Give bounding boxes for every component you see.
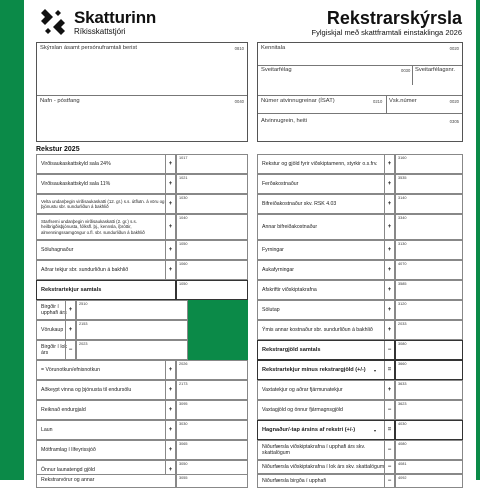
atvinnugrein-code: 0305 [449, 119, 459, 124]
amount-field[interactable] [395, 240, 463, 260]
row-label: Sölutap [262, 307, 280, 313]
field-code: 2023 [79, 342, 88, 346]
expense-row[interactable] [257, 460, 395, 474]
name-address-code: 0040 [234, 99, 244, 104]
total-income-row [36, 280, 176, 300]
amount-field[interactable] [395, 280, 463, 300]
field-code: 3065 [179, 442, 188, 446]
expense-row[interactable] [257, 214, 395, 240]
field-code: 3080 [398, 342, 407, 346]
amount-field[interactable] [395, 400, 463, 420]
row-label: Virðisaukaskattskyld sala 24% [41, 161, 111, 167]
row-label: Rekstrartekjur mínus rekstrargjöld (+/-) [262, 366, 366, 373]
row-label: = Vörunotkun/efnisnotkun [41, 367, 100, 373]
field-code: 2173 [179, 382, 188, 386]
row-label: Velta undanþegin virðisaukaskatti (12. gr.) s.s. útflutn. á vöru og þjónustu sbr. sundurliðun á bakhlið [41, 198, 165, 209]
divider [258, 65, 462, 66]
sveitarfelag-code: 0030 [401, 68, 411, 73]
row-label: Niðurfærsla viðskiptakrafna í upphafi árs skv. skattalögum [262, 444, 366, 456]
field-code: 1040 [179, 216, 188, 220]
row-sign: − [65, 341, 75, 359]
dropdown-icon[interactable]: ▾ [373, 428, 376, 433]
row-sign: − [384, 401, 394, 419]
form-title: Rekstrarskýrsla [326, 8, 462, 28]
row-sign: + [384, 241, 394, 259]
kennitala-code: 0020 [449, 46, 459, 51]
expense-row[interactable] [257, 400, 395, 420]
field-code: 1030 [179, 196, 188, 200]
field-code: 3050 [179, 462, 188, 466]
field-code: 4070 [398, 262, 407, 266]
row-sign: + [384, 381, 394, 399]
row-label: Virðisaukaskattskyld sala 11% [41, 181, 111, 187]
income-row[interactable] [36, 260, 176, 280]
row-sign: + [165, 195, 175, 213]
row-label: Reiknað endurgjald [41, 407, 86, 413]
inventory-row[interactable] [36, 300, 76, 320]
amount-field[interactable] [395, 420, 463, 440]
row-sign: + [65, 321, 75, 339]
field-code: 4092 [398, 476, 407, 480]
row-sign: + [165, 401, 175, 419]
row-sign: + [165, 441, 175, 459]
row-label: Aðrar tekjur sbr. sundurliðun á bakhlið [41, 267, 129, 273]
row-label: Bifreiðakostnaður skv. RSK 4.03 [262, 201, 337, 207]
amount-field[interactable] [395, 440, 463, 460]
amount-field[interactable] [176, 474, 248, 488]
amount-field[interactable] [395, 320, 463, 340]
field-code: 1050 [179, 282, 188, 286]
row-sign: = [384, 361, 394, 379]
dropdown-icon[interactable]: ▾ [373, 368, 376, 373]
row-label: Birgðir í lok árs [41, 344, 67, 356]
row-label: Niðurfærsla viðskiptakrafna í lok árs skv. skattalögum [262, 464, 385, 470]
field-code: 3120 [398, 302, 407, 306]
field-code: 2153 [79, 322, 88, 326]
expense-row[interactable] [36, 420, 176, 440]
expense-row[interactable] [257, 240, 395, 260]
sender-code: 0810 [234, 46, 244, 51]
brand-subtitle: Ríkisskattstjóri [74, 27, 126, 36]
total-income-field[interactable] [176, 280, 248, 300]
divider [386, 95, 387, 113]
divider [258, 113, 462, 114]
row-sign: + [165, 421, 175, 439]
field-code: 4080 [398, 442, 407, 446]
income-row[interactable] [36, 174, 176, 194]
row-sign: + [165, 215, 175, 239]
row-label: Ferðakostnaður [262, 181, 299, 187]
row-label: Önnur launatengd gjöld [41, 467, 95, 473]
row-label: Rekstur og gjöld fyrir viðskiptamenn, styrkir o.s.frv. [262, 161, 378, 167]
field-code: 3660 [398, 362, 407, 366]
expense-row[interactable] [257, 194, 395, 214]
field-code: 1017 [179, 156, 188, 160]
amount-field[interactable] [176, 240, 248, 260]
income-row[interactable] [36, 194, 176, 214]
amount-field[interactable] [176, 360, 248, 380]
amount-field[interactable] [395, 360, 463, 380]
expense-row[interactable] [36, 380, 176, 400]
row-label: Mótframlag í lífeyrissjóð [41, 447, 96, 453]
field-code: 4081 [398, 462, 407, 466]
amount-field[interactable] [395, 260, 463, 280]
total-expense-row[interactable] [257, 360, 395, 380]
amount-field[interactable] [395, 174, 463, 194]
row-label: Rekstrargjöld samtals [262, 346, 321, 353]
row-label: Ýmis annar kostnaður sbr. sundurliðun á bakhlið [262, 327, 373, 333]
sender-info-box [36, 42, 248, 142]
field-code: 2510 [79, 302, 88, 306]
field-code: 2033 [398, 322, 407, 326]
amount-field[interactable] [76, 320, 188, 340]
row-sign: − [384, 475, 394, 487]
isat-code: 0210 [373, 99, 383, 104]
row-sign: + [384, 215, 394, 239]
inventory-row[interactable] [36, 340, 76, 360]
field-code: 3623 [398, 402, 407, 406]
expense-row[interactable] [257, 380, 395, 400]
expense-row[interactable] [36, 400, 176, 420]
amount-field[interactable] [76, 300, 188, 320]
expense-row[interactable] [257, 174, 395, 194]
amount-field[interactable] [395, 474, 463, 488]
isat-label: Númer atvinnugreinar (ÍSAT) [261, 98, 335, 104]
row-label: Birgðir í upphafi árs [41, 304, 67, 316]
green-block [188, 300, 248, 360]
row-label: Rekstrarvörur og annar [41, 477, 95, 483]
expense-row[interactable] [257, 440, 395, 460]
row-sign: + [384, 155, 394, 173]
amount-field[interactable] [176, 420, 248, 440]
field-code: 2026 [179, 362, 188, 366]
row-sign: + [384, 321, 394, 339]
amount-field[interactable] [395, 460, 463, 474]
amount-field[interactable] [176, 400, 248, 420]
amount-field[interactable] [176, 214, 248, 240]
sveitarfelag-label: Sveitarfélag [261, 67, 292, 73]
expense-row[interactable] [36, 474, 176, 488]
expense-row[interactable] [257, 154, 395, 174]
brand-name: Skatturinn [74, 8, 157, 27]
expense-row[interactable] [36, 440, 176, 460]
amount-field[interactable] [395, 214, 463, 240]
row-sign: − [384, 341, 394, 359]
row-label: Fyrningar [262, 247, 284, 253]
row-label: Aukafyrningar [262, 267, 295, 273]
field-code: 1060 [179, 262, 188, 266]
divider [412, 65, 413, 85]
expense-row[interactable] [257, 260, 395, 280]
row-label: Söluhagnaður [41, 247, 74, 253]
row-label: Rekstrartekjur samtals [41, 286, 102, 293]
left-green-bar [0, 0, 24, 480]
field-code: 3585 [398, 282, 407, 286]
row-label: Vaxtatekjur og aðrar fjármunatekjur [262, 387, 343, 393]
income-row[interactable] [36, 214, 176, 240]
amount-field[interactable] [395, 300, 463, 320]
field-code: 3130 [398, 242, 407, 246]
row-sign: − [384, 461, 394, 473]
row-label: Vörukaup [41, 327, 64, 333]
income-row[interactable] [36, 154, 176, 174]
row-label: Starfsemi undanþegin virðisaukaskatti (2. gr.) s.s. heilbrigðisþjónusta, fólksfl. þj., kennsla, íþróttir, almenningssamgöngur o.fl. sbr. sundurliðun á bakhlið [41, 219, 145, 235]
field-code: 1050 [179, 242, 188, 246]
expense-row[interactable] [257, 300, 395, 320]
sender-label: Skýrslan ásamt persónuframtali berist [40, 45, 137, 51]
amount-field[interactable] [176, 154, 248, 174]
amount-field[interactable] [176, 194, 248, 214]
row-sign: + [384, 301, 394, 319]
row-sign: + [165, 175, 175, 193]
expense-row[interactable] [257, 320, 395, 340]
amount-field[interactable] [395, 154, 463, 174]
amount-field[interactable] [176, 440, 248, 460]
atvinnugrein-label: Atvinnugrein, heiti [261, 118, 308, 124]
income-row[interactable] [36, 240, 176, 260]
row-sign: + [165, 361, 175, 379]
field-code: 3340 [398, 216, 407, 220]
amount-field[interactable] [176, 260, 248, 280]
row-sign: − [384, 441, 394, 459]
divider [258, 95, 462, 96]
row-label: Aðkeypt vinna og þjónusta til endursölu [41, 387, 132, 393]
row-sign: + [384, 261, 394, 279]
skatturinn-logo-icon [36, 7, 70, 37]
amount-field[interactable] [176, 174, 248, 194]
right-green-bar [476, 0, 480, 480]
form-page [24, 0, 476, 484]
amount-field[interactable] [395, 194, 463, 214]
row-sign: + [384, 195, 394, 213]
field-code: 3535 [398, 176, 407, 180]
name-address-label: Nafn - póstfang [40, 98, 80, 104]
row-sign: + [65, 301, 75, 319]
amount-field[interactable] [176, 380, 248, 400]
row-sign: + [165, 381, 175, 399]
vsk-label: Vsk.númer [389, 98, 417, 104]
expense-row[interactable] [257, 280, 395, 300]
field-code: 3030 [179, 422, 188, 426]
row-label: Niðurfærsla birgða í upphafi [262, 478, 327, 484]
amount-field[interactable] [76, 340, 188, 360]
amount-field[interactable] [395, 380, 463, 400]
row-label: Laun [41, 427, 53, 433]
taxpayer-info-box [257, 42, 463, 142]
field-code: 3140 [398, 196, 407, 200]
row-sign: = [384, 421, 394, 439]
row-sign: + [384, 175, 394, 193]
total-expense-row[interactable] [257, 340, 395, 360]
row-sign: + [384, 281, 394, 299]
expense-row[interactable] [257, 474, 395, 488]
row-sign: + [165, 461, 175, 479]
section-title: Rekstur 2025 [36, 146, 80, 153]
vsk-code: 0020 [449, 99, 459, 104]
row-label: Vaxtagjöld og önnur fjármagnsgjöld [262, 407, 343, 413]
row-label: Hagnaður/-tap ársins af rekstri (+/-) [262, 426, 356, 433]
field-code: 4030 [398, 422, 407, 426]
form-subtitle: Fylgiskjal með skattframtali einstaklinga 2026 [311, 28, 462, 37]
row-sign: + [165, 155, 175, 173]
field-code: 3160 [398, 156, 407, 160]
row-sign: + [165, 261, 175, 279]
field-code: 3633 [398, 382, 407, 386]
divider [37, 95, 247, 96]
row-label: Afskriftir viðskiptakrafna [262, 287, 317, 293]
field-code: 3095 [179, 402, 188, 406]
expense-row[interactable] [36, 360, 176, 380]
field-code: 3055 [179, 476, 188, 480]
kennitala-label: Kennitala [261, 45, 286, 51]
inventory-row[interactable] [36, 320, 76, 340]
field-code: 1021 [179, 176, 188, 180]
row-label: Annar bifreiðakostnaður [262, 224, 318, 230]
sveitarfelagsnr-label: Sveitarfélagsnr. [415, 67, 455, 73]
amount-field[interactable] [395, 340, 463, 360]
total-expense-row[interactable] [257, 420, 395, 440]
row-sign: + [165, 241, 175, 259]
